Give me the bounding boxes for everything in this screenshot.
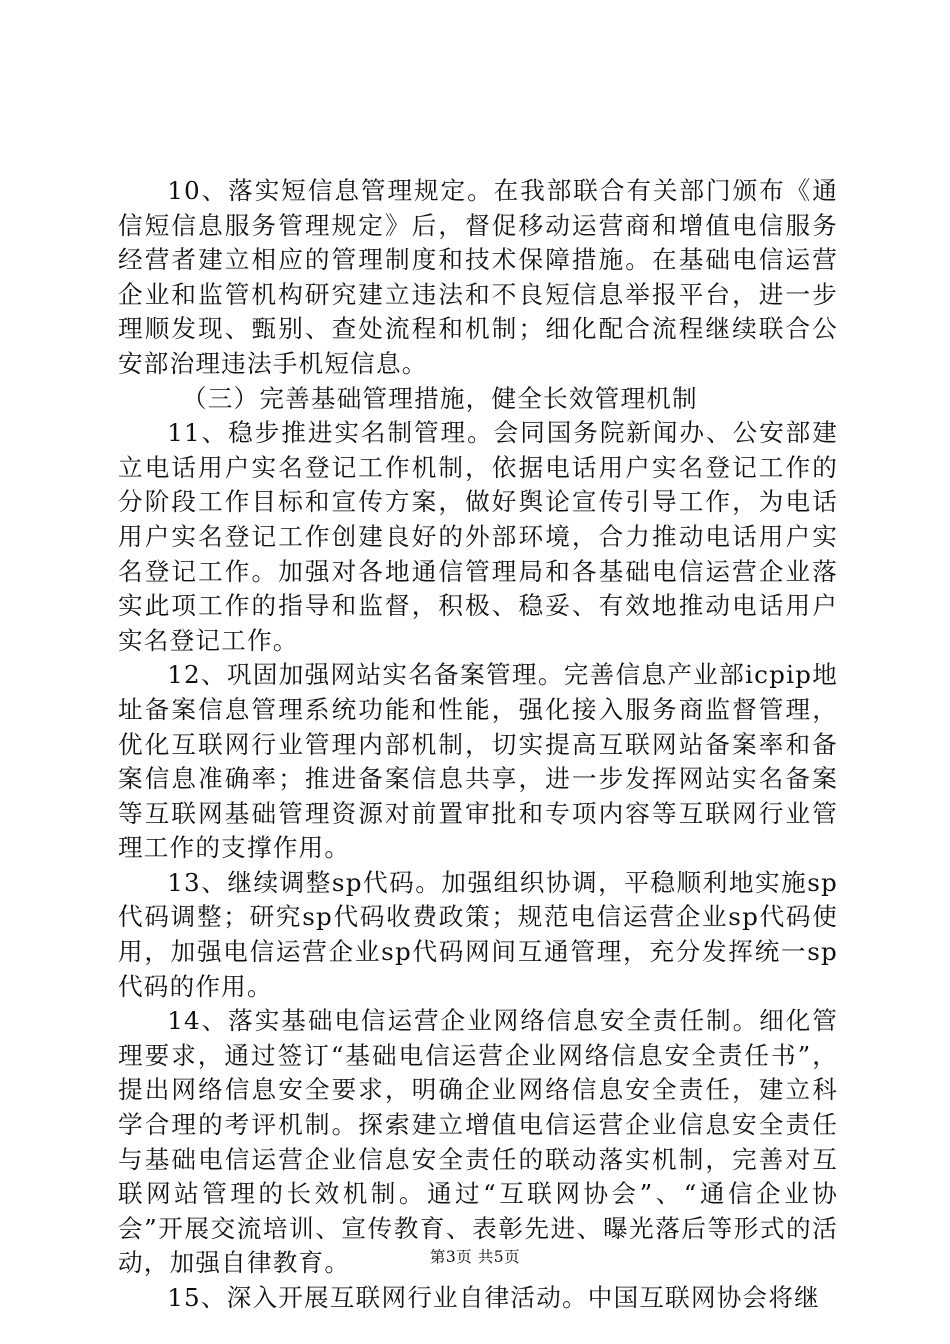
section-heading-3: （三）完善基础管理措施，健全长效管理机制 bbox=[181, 383, 698, 413]
paragraph-item-13: 13、继续调整sp代码。加强组织协调，平稳顺利地实施sp代码调整；研究sp代码收费政策；规范电信运营企业sp代码使用，加强电信运营企业sp代码网间互通管理，充分发挥统一sp代码的作用。 bbox=[118, 867, 838, 1001]
page-number-footer: 第3页 共5页 bbox=[429, 1248, 521, 1266]
paragraph-item-10: 10、落实短信息管理规定。在我部联合有关部门颁布《通信短信息服务管理规定》后，督促移动运营商和增值电信服务经营者建立相应的管理制度和技术保障措施。在基础电信运营企业和监管机构研究建立违法和不良短信息举报平台，进一步理顺发现、甄别、查处流程和机制；细化配合流程继续联合公安部治理违法手机短信息。 bbox=[118, 176, 838, 378]
document-body bbox=[118, 174, 838, 1316]
paragraph-item-11: 11、稳步推进实名制管理。会同国务院新闻办、公安部建立电话用户实名登记工作机制，依据电话用户实名登记工作的分阶段工作目标和宣传方案，做好舆论宣传引导工作，为电话用户实名登记工作创建良好的外部环境，合力推动电话用户实名登记工作。加强对各地通信管理局和各基础电信运营企业落实此项工作的指导和监督，积极、稳妥、有效地推动电话用户实名登记工作。 bbox=[118, 418, 838, 655]
paragraph-item-12: 12、巩固加强网站实名备案管理。完善信息产业部icpip地址备案信息管理系统功能和性能，强化接入服务商监督管理，优化互联网行业管理内部机制，切实提高互联网站备案率和备案信息准确率；推进备案信息共享，进一步发挥网站实名备案等互联网基础管理资源对前置审批和专项内容等互联网行业管理工作的支撑作用。 bbox=[118, 660, 838, 863]
paragraph-item-14: 14、落实基础电信运营企业网络信息安全责任制。细化管理要求，通过签订“基础电信运营企业网络信息安全责任书”，提出网络信息安全要求，明确企业网络信息安全责任，建立科学合理的考评机制。探索建立增值电信运营企业信息安全责任与基础电信运营企业信息安全责任的联动落实机制，完善对互联网站管理的长效机制。通过“互联网协会”、“通信企业协会”开展交流培训、宣传教育、表彰先进、曝光落后等形式的活动，加强自律教育。 bbox=[118, 1006, 838, 1278]
paragraph-item-15: 15、深入开展互联网行业自律活动。中国互联网协会将继 bbox=[167, 1283, 820, 1312]
